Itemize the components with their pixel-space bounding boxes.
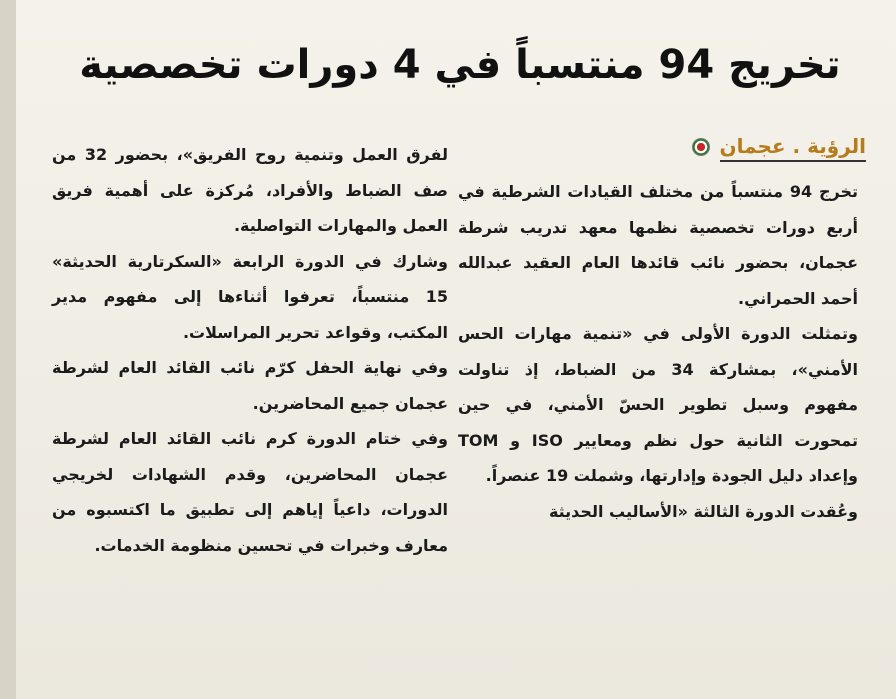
newspaper-logo-icon	[692, 138, 710, 156]
paragraph: وشارك في الدورة الرابعة «السكرتارية الحديثة» 15 منتسباً، تعرفوا أثناءها إلى مفهوم مدير المكتب، وقواعد تحرير المراسلات.	[52, 251, 448, 342]
article-column-right	[458, 174, 858, 529]
byline	[626, 130, 866, 164]
paragraph: وفي ختام الدورة كرم نائب القائد العام لشرطة عجمان المحاضرين، وقدم الشهادات لخريجي الدورات، داعياً إياهم إلى تطبيق ما اكتسبوه من معارف وخبرات في تحسين منظومة الخدمات.	[52, 429, 448, 555]
headline: تخريج 94 منتسباً في 4 دورات تخصصية	[79, 42, 841, 88]
page-edge	[0, 0, 16, 699]
paragraph: وفي نهاية الحفل كرّم نائب القائد العام لشرطة عجمان جميع المحاضرين.	[52, 358, 448, 413]
paragraph: وعُقدت الدورة الثالثة «الأساليب الحديثة	[548, 501, 858, 521]
paragraph: وتمثلت الدورة الأولى في «تنمية مهارات الحس الأمني»، بمشاركة 34 من الضباط، إذ تناولت مفهوم وسبل تطوير الحسّ الأمني، في حين تمحورت الثانية حول نظم ومعايير ISO و TOM وإعداد دليل الجودة وإدارتها، وشملت 19 عنصراً.	[458, 324, 858, 485]
article-column-left	[52, 137, 448, 563]
paragraph: لفرق العمل وتنمية روح الفريق»، بحضور 32 من صف الضباط والأفراد، مُركزة على أهمية فريق العمل والمهارات التواصلية.	[52, 145, 449, 235]
paragraph: تخرج 94 منتسباً من مختلف القيادات الشرطية في أربع دورات تخصصية نظمها معهد تدريب شرطة عجمان، بحضور نائب قائدها العام العقيد عبدالله أحمد الحمراني.	[458, 182, 858, 308]
byline-label: الرؤية . عجمان	[720, 133, 866, 162]
